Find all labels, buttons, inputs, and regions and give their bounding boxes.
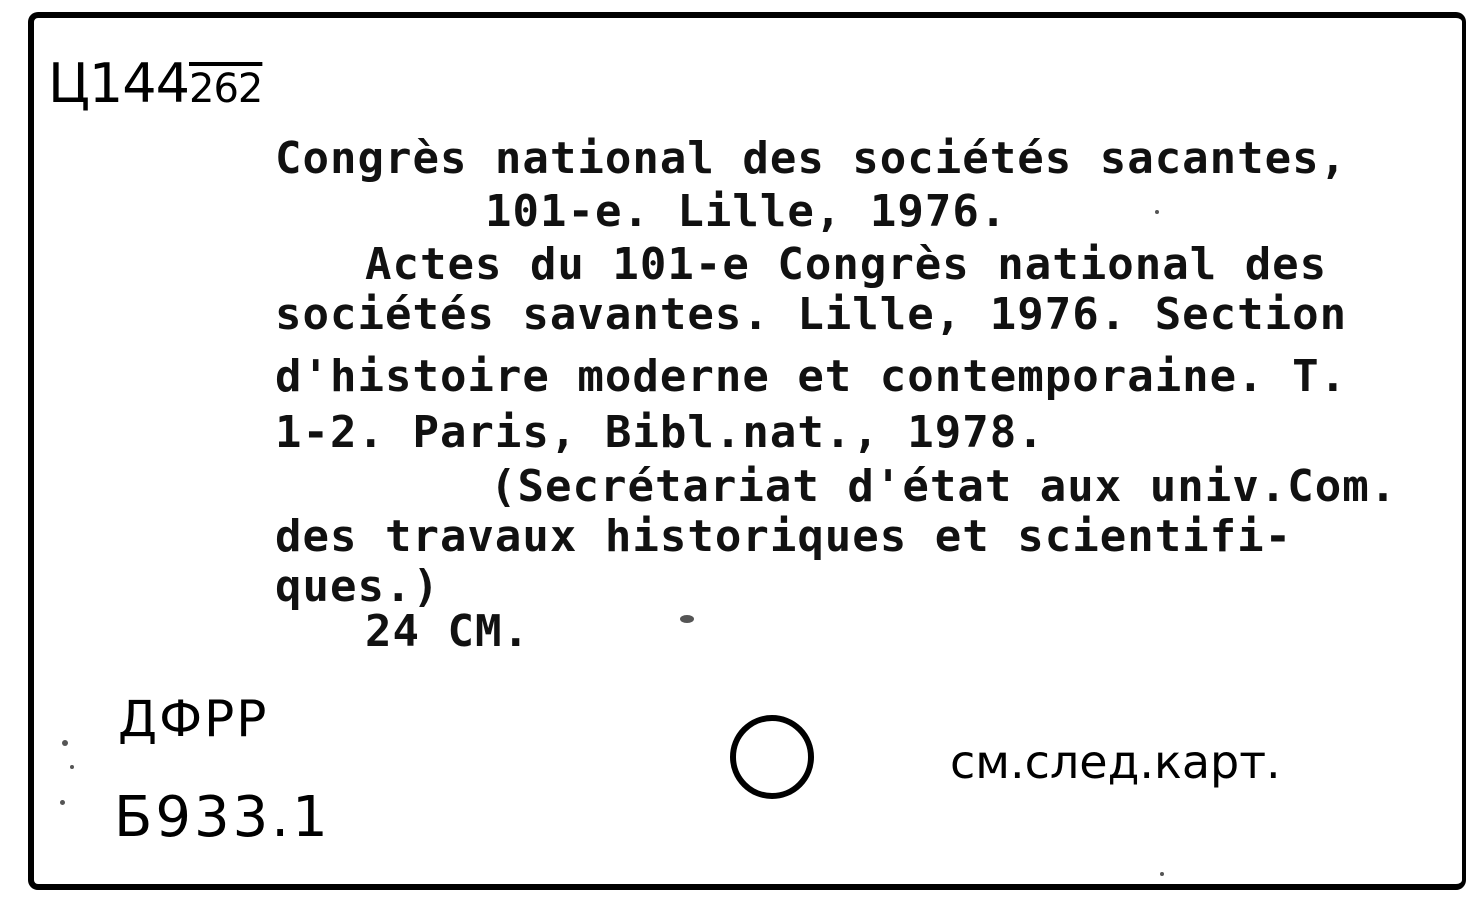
speck	[70, 765, 74, 769]
speck	[1155, 210, 1159, 214]
physical-size: 24 CM.	[365, 606, 530, 657]
speck	[680, 615, 694, 623]
punch-hole-icon	[730, 715, 814, 799]
shelf-mark: Б933.1	[114, 785, 331, 850]
see-next-card-note: см.след.карт.	[950, 735, 1281, 789]
speck	[60, 800, 65, 805]
heading-line-1: Congrès national des sociétés sacantes,	[275, 133, 1348, 184]
title-line-2: sociétés savantes. Lille, 1976. Section	[275, 289, 1348, 340]
series-line-2: des travaux historiques et scientifi-	[275, 511, 1293, 562]
department-mark: ДФРР	[118, 690, 269, 748]
title-line-4: 1-2. Paris, Bibl.nat., 1978.	[275, 407, 1045, 458]
call-number: Ц144262	[48, 52, 263, 115]
series-line-1: (Secrétariat d'état aux univ.Com.	[490, 461, 1398, 512]
call-number-sub: 262	[189, 66, 263, 112]
speck	[62, 740, 68, 746]
series-line-3: ques.)	[275, 561, 440, 612]
title-line-1: Actes du 101-e Congrès national des	[365, 239, 1328, 290]
heading-line-2: 101-e. Lille, 1976.	[485, 186, 1008, 237]
title-line-3: d'histoire moderne et contemporaine. T.	[275, 351, 1348, 402]
speck	[1160, 872, 1164, 876]
